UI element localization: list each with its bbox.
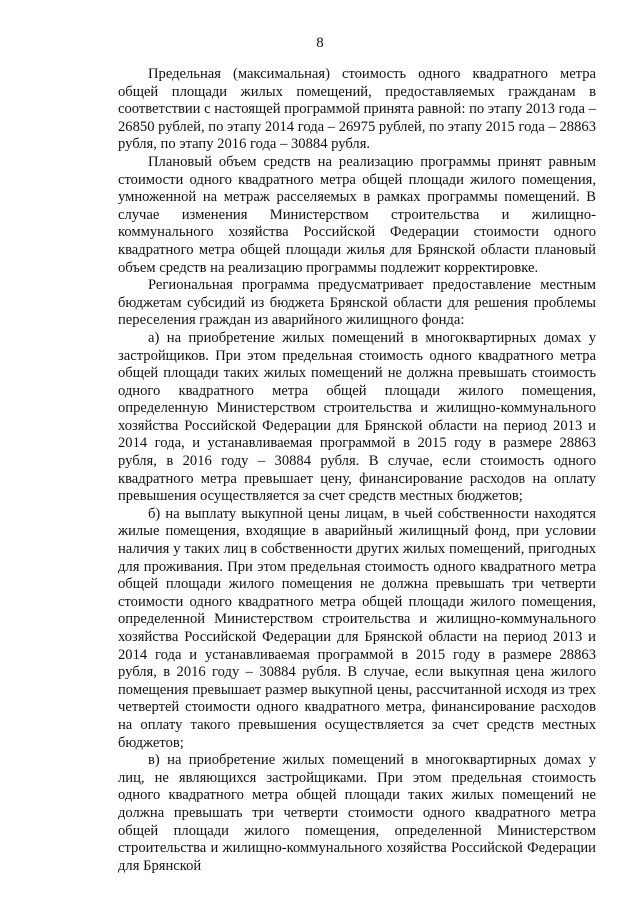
paragraph-planned-volume: Плановый объем средств на реализацию программы принят равным стоимости одного квадратного метра общей площади жилого помещения, умноженной на метраж расселяемых в рамках программы помещений. В случае изменения Министерством строительства и жилищно-коммунального хозяйства Российской Федерации стоимости одного квадратного метра общей площади жилья для Брянской области плановый объем средств на реализацию программы подлежит корректировке.	[118, 153, 596, 276]
paragraph-max-cost: Предельная (максимальная) стоимость одного квадратного метра общей площади жилых помещений, предоставляемых гражданам в соответствии с настоящей программой принята равной: по этапу 2013 года – 26850 рублей, по этапу 2014 года – 26975 рублей, по этапу 2015 года – 28863 рубля, по этапу 2016 года – 30884 рубля.	[118, 66, 596, 153]
page-number: 8	[316, 35, 324, 51]
paragraph-item-v: в) на приобретение жилых помещений в многоквартирных домах у лиц, не являющихся застройщиками. При этом предельная стоимость одного квадратного метра общей площади таких жилых помещений не должна превышать три четверти стоимости одного квадратного метра общей площади жилого помещения, определенной Министерством строительства и жилищно-коммунального хозяйства Российской Федерации для Брянской	[118, 752, 596, 874]
body-text	[118, 66, 596, 875]
paragraph-item-b: б) на выплату выкупной цены лицам, в чьей собственности находятся жилые помещения, входящие в аварийный жилищный фонд, при условии наличия у таких лиц в собственности других жилых помещений, пригодных для проживания. При этом предельная стоимость одного квадратного метра общей площади жилого помещения не должна превышать три четверти стоимости одного квадратного метра общей площади жилого помещения, определенной Министерством строительства и жилищно-коммунального хозяйства Российской Федерации для Брянской области на период 2013 и 2014 года и устанавливаемая программой в 2015 году в размере 28863 рубля, в 2016 году – 30884 рубля. В случае, если выкупная цена жилого помещения превышает размер выкупной цены, рассчитанной исходя из трех четвертей стоимости одного квадратного метра, финансирование расходов на оплату такого превышения осуществляется за счет средств местных бюджетов;	[118, 505, 596, 751]
paragraph-regional-program: Региональная программа предусматривает предоставление местным бюджетам субсидий из бюджета Брянской области для решения проблемы переселения граждан из аварийного жилищного фонда:	[118, 277, 596, 329]
paragraph-item-a: а) на приобретение жилых помещений в многоквартирных домах у застройщиков. При этом предельная стоимость одного квадратного метра общей площади таких жилых помещений не должна превышать стоимость одного квадратного метра общей площади жилого помещения, определенную Министерством строительства и жилищно-коммунального хозяйства Российской Федерации для Брянской области на период 2013 и 2014 года, и устанавливаемая программой в 2015 году в размере 28863 рубля, в 2016 году – 30884 рубля. В случае, если стоимость одного квадратного метра превышает цену, финансирование расходов на оплату превышения осуществляется за счет средств местных бюджетов;	[118, 329, 596, 505]
